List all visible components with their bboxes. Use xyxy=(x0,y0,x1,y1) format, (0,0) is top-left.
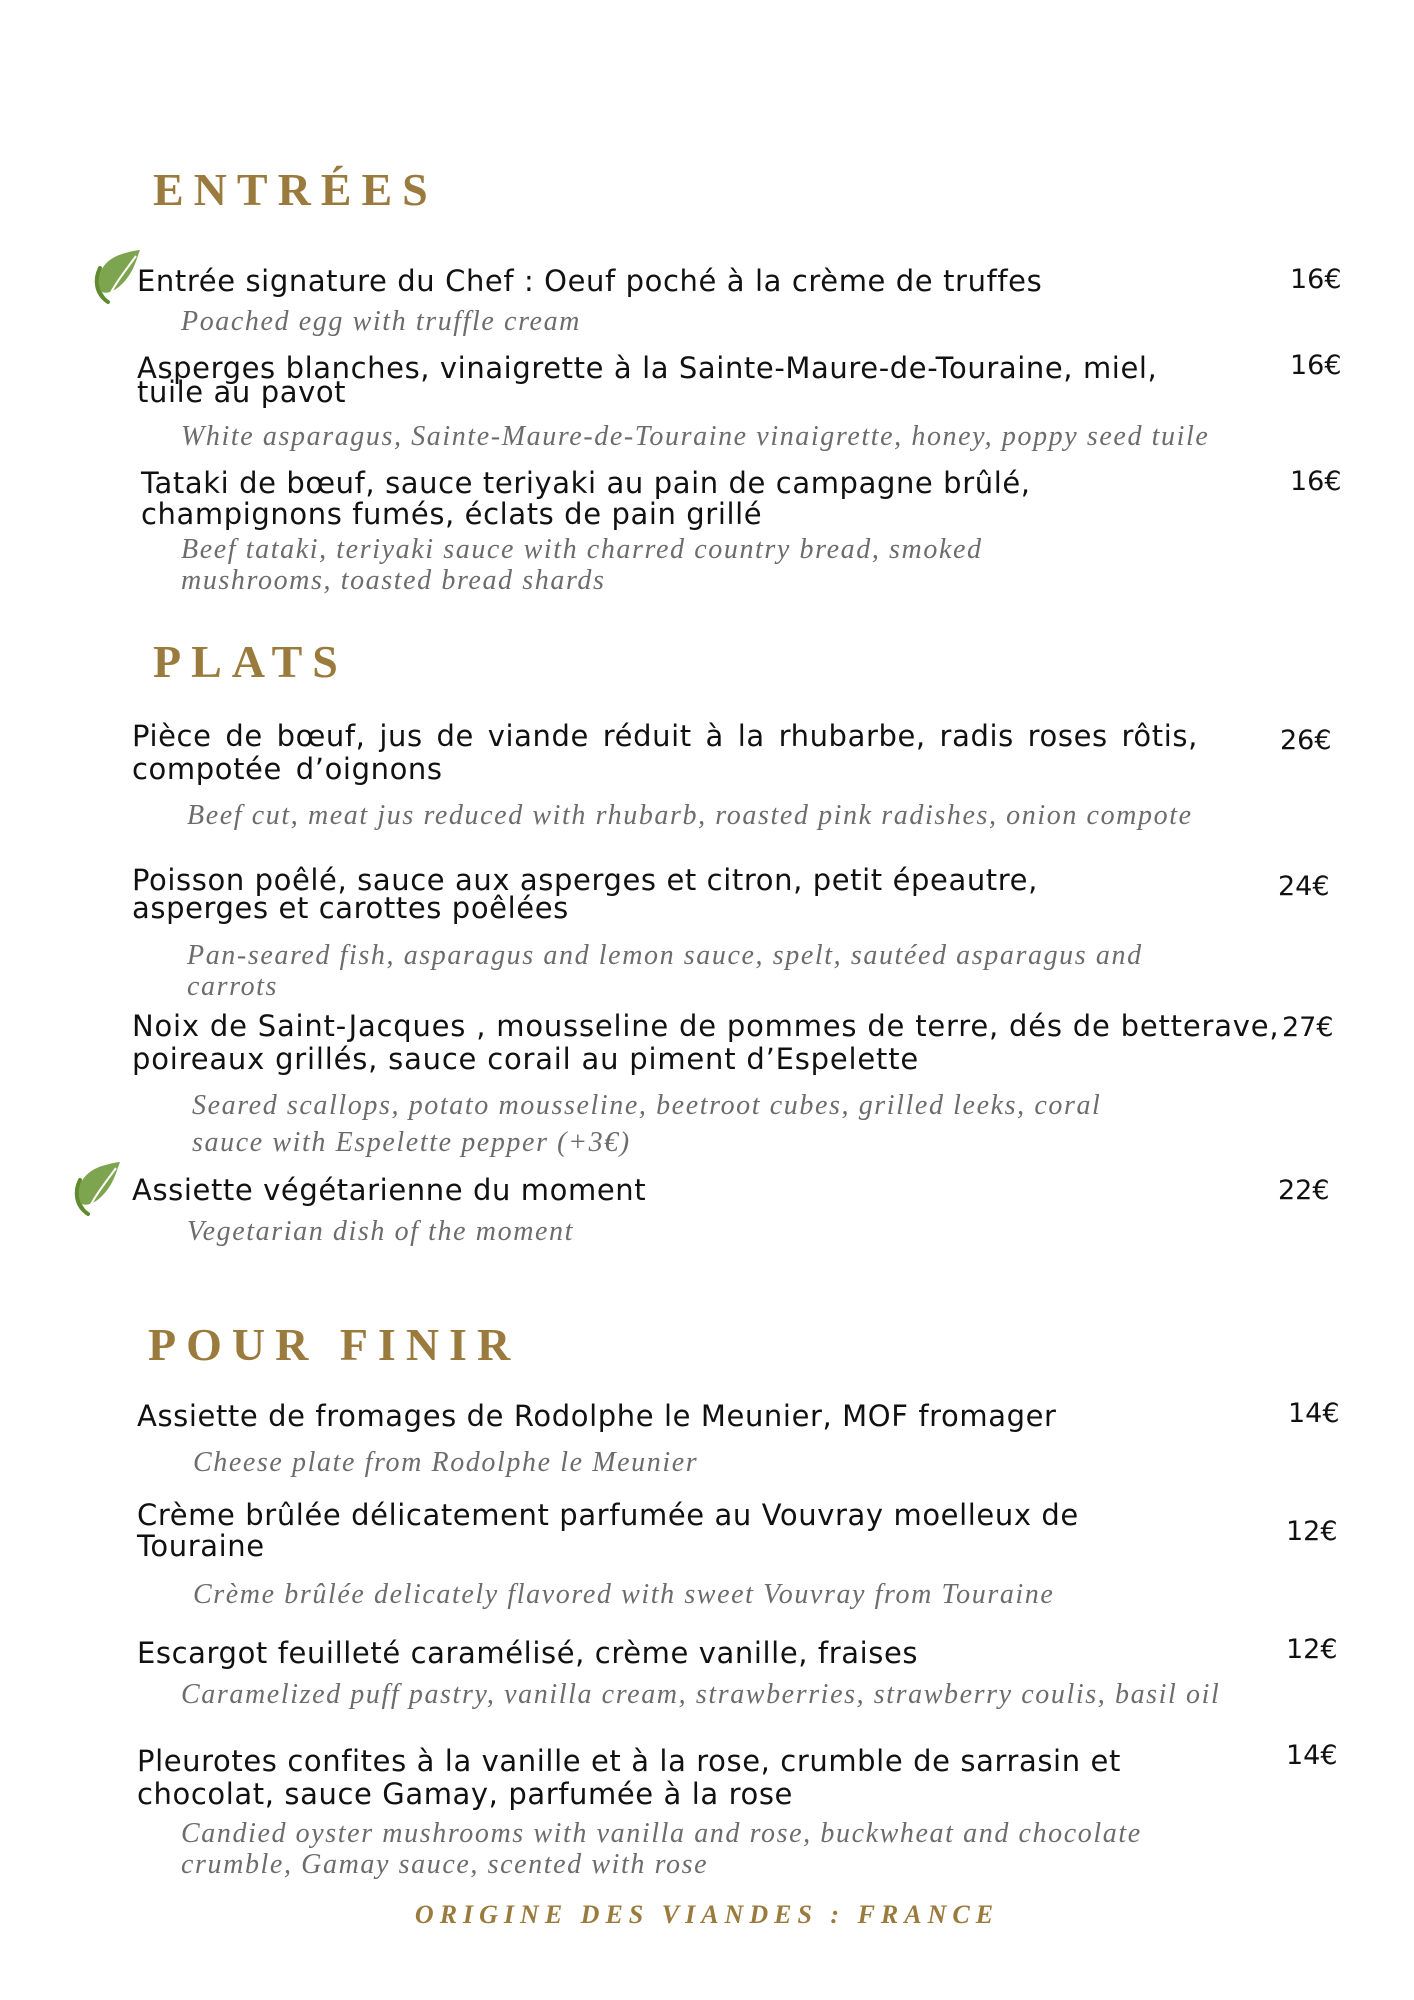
section-title-plats: PLATS xyxy=(153,636,348,687)
dish-translation: Seared scallops, potato mousseline, beetroot cubes, grilled leeks, coral sauce with Espelette pepper (+3€) xyxy=(192,1090,1102,1158)
section-title-pour-finir: POUR FINIR xyxy=(148,1319,521,1370)
dish-price: 14€ xyxy=(1288,1398,1340,1429)
dish-price: 12€ xyxy=(1286,1634,1338,1665)
dish-price: 27€ xyxy=(1282,1012,1334,1043)
dish-price: 26€ xyxy=(1280,725,1332,756)
dish-name: Assiette végétarienne du moment xyxy=(132,1173,647,1207)
dish-price: 24€ xyxy=(1278,871,1330,902)
dish-name: Pleurotes confites à la vanille et à la rose, crumble de sarrasin et chocolat, sauce Gamay, parfumée à la rose xyxy=(137,1744,1121,1811)
dish-name: Crème brûlée délicatement parfumée au Vouvray moelleux de Touraine xyxy=(137,1498,1079,1563)
dish-translation: Caramelized puff pastry, vanilla cream, strawberries, strawberry coulis, basil oil xyxy=(181,1679,1221,1710)
dish-name: Pièce de bœuf, jus de viande réduit à la rhubarbe, radis roses rôtis, compotée d’oignons xyxy=(132,719,1198,786)
dish-name: Entrée signature du Chef : Oeuf poché à la crème de truffes xyxy=(137,264,1043,298)
dish-price: 16€ xyxy=(1290,350,1342,381)
dish-price: 22€ xyxy=(1278,1175,1330,1206)
dish-translation: Vegetarian dish of the moment xyxy=(187,1216,575,1247)
dish-translation: Candied oyster mushrooms with vanilla and rose, buckwheat and chocolate crumble, Gamay sauce, scented with rose xyxy=(181,1818,1142,1880)
dish-name: Assiette de fromages de Rodolphe le Meunier, MOF fromager xyxy=(137,1399,1057,1433)
dish-price: 16€ xyxy=(1290,264,1342,295)
dish-translation: Cheese plate from Rodolphe le Meunier xyxy=(193,1447,699,1478)
dish-name: Escargot feuilleté caramélisé, crème vanille, fraises xyxy=(137,1636,919,1670)
meat-origin-footer: ORIGINE DES VIANDES : FRANCE xyxy=(414,1900,1000,1929)
dish-translation: Beef tataki, teriyaki sauce with charred country bread, smoked mushrooms, toasted bread shards xyxy=(181,534,983,596)
dish-price: 16€ xyxy=(1290,466,1342,497)
vegetarian-leaf-icon xyxy=(66,1160,122,1218)
section-title-entrees: ENTRÉES xyxy=(153,164,438,215)
dish-translation: Pan-seared fish, asparagus and lemon sauce, spelt, sautéed asparagus and carrots xyxy=(187,940,1143,1002)
dish-translation: Beef cut, meat jus reduced with rhubarb, roasted pink radishes, onion compote xyxy=(187,800,1193,831)
dish-price: 14€ xyxy=(1286,1740,1338,1771)
dish-price: 12€ xyxy=(1286,1516,1338,1547)
dish-name: Poisson poêlé, sauce aux asperges et citron, petit épeautre, asperges et carottes poêlées xyxy=(132,863,1038,925)
vegetarian-leaf-icon xyxy=(86,248,142,306)
dish-name: Tataki de bœuf, sauce teriyaki au pain de campagne brûlé, champignons fumés, éclats de pain grillé xyxy=(141,466,1031,531)
dish-name: Asperges blanches, vinaigrette à la Sainte-Maure-de-Touraine, miel, tuile au pavot xyxy=(137,351,1158,409)
dish-translation: White asparagus, Sainte-Maure-de-Touraine vinaigrette, honey, poppy seed tuile xyxy=(181,421,1210,452)
dish-name: Noix de Saint-Jacques , mousseline de pommes de terre, dés de betterave, poireaux grillés, sauce corail au piment d’Espelette xyxy=(132,1009,1280,1076)
dish-translation: Crème brûlée delicately flavored with sweet Vouvray from Touraine xyxy=(193,1579,1055,1610)
dish-translation: Poached egg with truffle cream xyxy=(181,306,581,337)
